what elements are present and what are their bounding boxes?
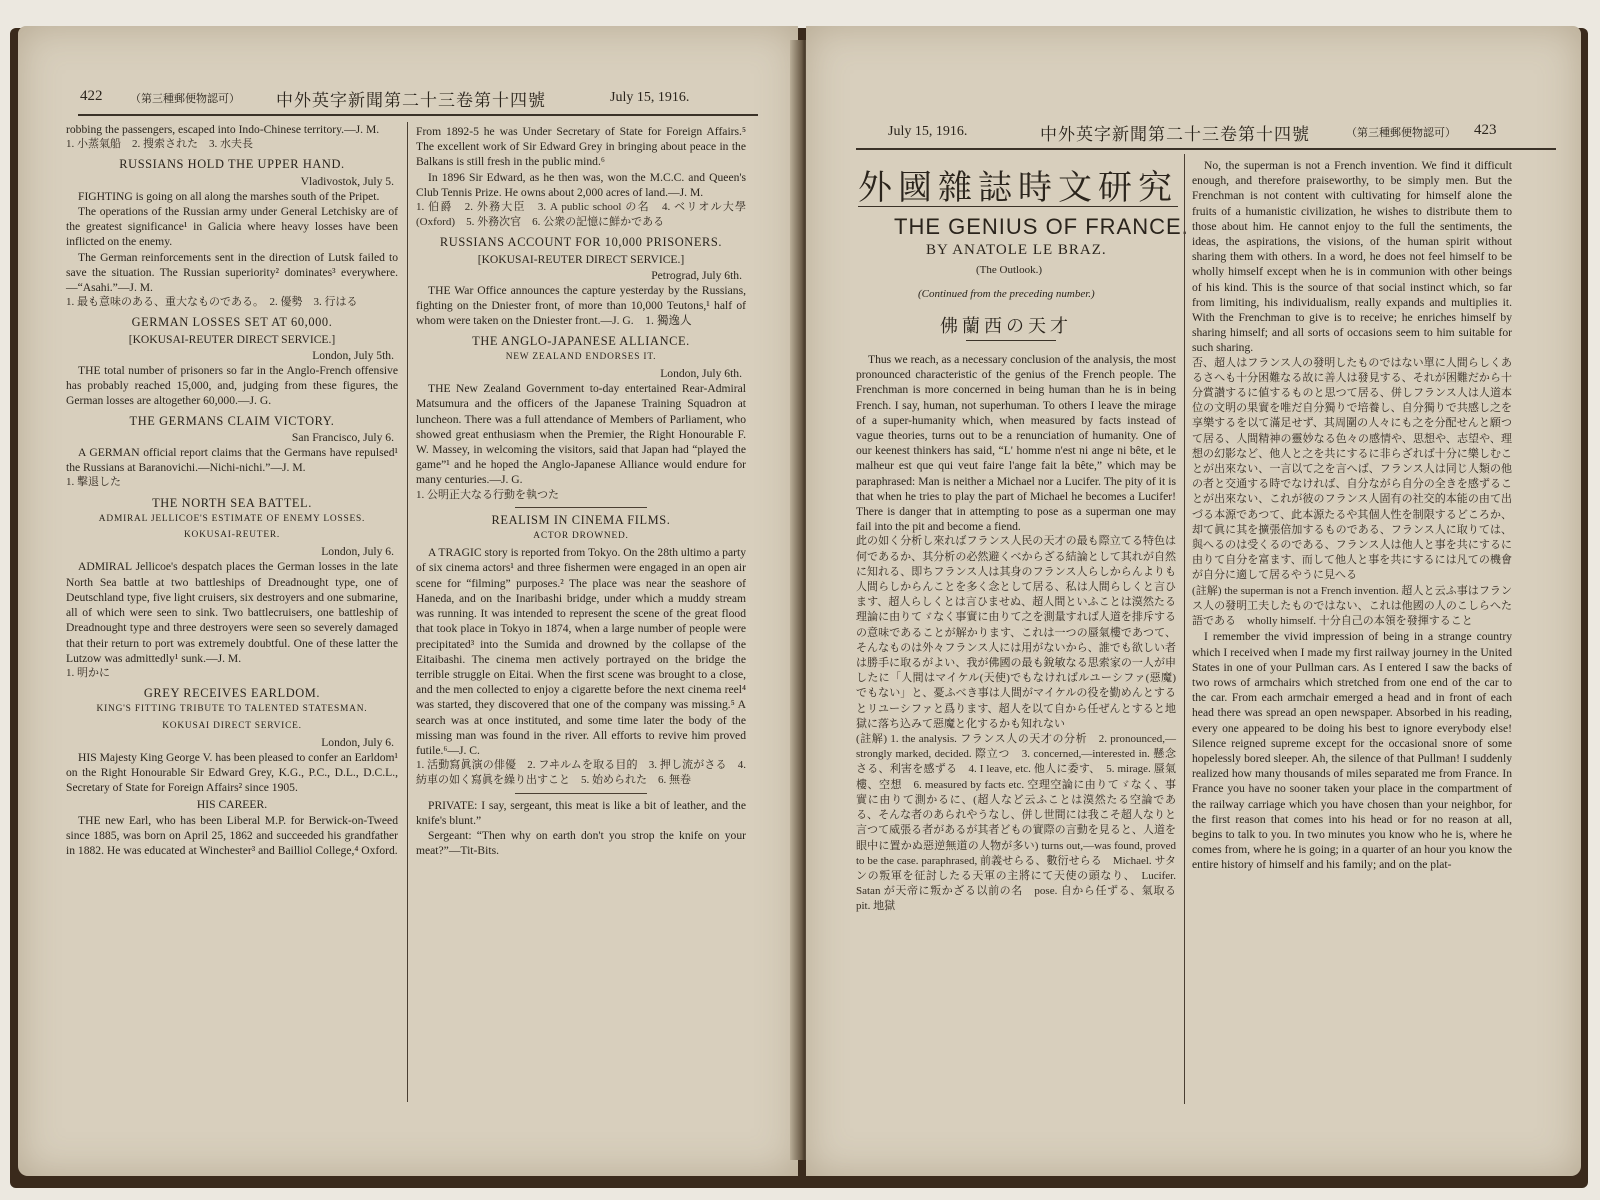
japanese-notes: 1. 公明正大なる行動を執つた — [416, 488, 559, 501]
postal-license-left: （第三種郵便物認可） — [130, 93, 240, 105]
right-column-2 — [1192, 158, 1512, 1108]
paragraph: THE total number of prisoners so far in the Anglo-French offensive has probably reached 15,000, and, judging from these figures, the German losses are altogether 60,000.—J. G. — [66, 364, 398, 408]
article-headline: RUSSIANS ACCOUNT FOR 10,000 PRISONERS. — [439, 235, 723, 250]
section-title: 外國雜誌時文研究 — [858, 170, 1178, 207]
japanese-notes: 否、超人はフランス人の發明したものではない單に人間らしくあるさへも十分困難なる故に善人は發見する、それが困難だから十分賞讃するに値するものと思つて居る、併しフランス人は人道本位の文明の果實を唯だ自分獨りで培養し、自分獨りで共感し之を享樂するを以て滿足せず、其周圍の人々にも之を分配せんと願つて居る、人間精神の靈妙なる色々の感情や、思想や、志望や、理想の幻影など、他人と之を共にするに非らざれば十分に樂しむことが出來ない、一言以て之を言へば、フランス人は同じ人類の他の者と交通する時でなければ、自分ながら自分の全きを感ずることが出來ない、これが彼のフランス人固有の社交的本能の由て出づる本源であつて、此本源たるや其個人性を制限するどころか、却て眞に其を擴張倍加するものである、フランス人に取りては、與へるのは受くるのである、フランス人は他人と事を共にするに由りて自分を富ます、而して他人と事を共にするには凡ての機會が自分に適して居るやうに見へる — [1192, 356, 1512, 582]
dateline: San Francisco, July 6. — [291, 430, 394, 444]
journal-title-left: 中外英字新聞第二十三卷第十四號 — [276, 91, 546, 110]
dateline: London, July 6. — [321, 545, 394, 559]
article-subheading: KOKUSAI DIRECT SERVICE. — [162, 720, 302, 731]
japanese-notes: 1. 伯爵 2. 外務大臣 3. A public school の名 4. ベリオル大學 (Oxford) 5. 外務次官 6. 公衆の記憶に鮮かである — [416, 201, 746, 229]
title-rule — [858, 206, 1178, 207]
article-subheading: NEW ZEALAND ENDORSES IT. — [505, 351, 657, 362]
postal-license-right: （第三種郵便物認可） — [1346, 127, 1456, 139]
japanese-notes: (註解) 1. the analysis. フランス人の天才の分析 2. pronounced,—strongly marked, decided. 際立つ 3. concerned,—interested in. 懸念さる、利害を感ずる 4. I leave, etc. 他人に委す、 5. mirage. 蜃氣樓、空想 6. measured by facts etc. 空理空論に由りてゞなく、事實に由りて測かるに、(超人など云ふことは漠然たる空論である、そんな者のあられやうなし、併し世間には我こそ超人なりと言つて威張る者があるが其者どもの實際の言動を見ると、人道を眼中に置かぬ惡逆無道の人物が多い) turns out,—was found, proved to be the case. paraphrased, 前義せらる、數衍せらる Michael. サタンの叛軍を征討したる天軍の主將にて天使の頭なり、 Lucifer. Satan が天帝に叛かざる以前の名 pose. 自から任ずる、氣取る pit. 地獄 — [856, 733, 1187, 913]
japanese-notes: (註解) the superman is not a French invention. 超人と云ふ事はフランス人の發明工夫したものではない、これは他國の人のこしらへた語である wholly himself. 十分自己の本領を發揮すること — [1192, 584, 1512, 628]
article-title: THE GENIUS OF FRANCE. — [894, 214, 1189, 239]
continued-note: (Continued from the preceding number.) — [918, 288, 1095, 300]
article-subheading: ACTOR DROWNED. — [533, 531, 629, 542]
dateline: London, July 5th. — [312, 348, 394, 362]
article-headline: REALISM IN CINEMA FILMS. — [491, 512, 671, 527]
paragraph: THE New Zealand Government to-day entertained Rear-Admiral Matsumura and the officers of the Japanese Training Squadron at luncheon. There was a full attendance of Members of Parliament, who showed great enthusiasm when the Premier, the Right Honourable F. W. Massey, in welcoming the visitors, said that Japan had “played the game”¹ and he hoped the Anglo-Japanese Alliance would endure for many centuries.—J. G. — [416, 382, 746, 487]
dateline: London, July 6th. — [660, 367, 742, 381]
japanese-notes: 1. 最も意味のある、重大なものである。 2. 優勢 3. 行はる — [66, 296, 358, 309]
column-divider-right — [1184, 154, 1185, 1104]
article-headline: THE GERMANS CLAIM VICTORY. — [129, 413, 335, 428]
article-headline: GERMAN LOSSES SET AT 60,000. — [131, 315, 333, 330]
japanese-notes: 1. 擊退した — [66, 476, 121, 489]
article-author: BY ANATOLE LE BRAZ. — [926, 242, 1107, 258]
japanese-notes: 1. 活動寫眞演の俳優 2. フヰルムを取る目的 3. 押し流がさる 4. 紡車の如く寫眞を繰り出すこと 5. 始められた 6. 無卷 — [416, 759, 746, 787]
paragraph: The operations of the Russian army under General Letchisky are of the greatest significance¹ in Galicia where heavy losses have been inflicted on the enemy. — [66, 205, 398, 249]
article-source: (The Outlook.) — [976, 264, 1042, 276]
right-page — [806, 26, 1581, 1176]
paragraph: From 1892-5 he was Under Secretary of State for Foreign Affairs.⁵ The excellent work of Sir Edward Grey in bringing about peace in the Balkans is still fresh in the public mind.⁶ — [416, 125, 746, 169]
header-rule-right — [856, 148, 1556, 150]
article-headline: RUSSIANS HOLD THE UPPER HAND. — [119, 157, 345, 172]
paragraph: robbing the passengers, escaped into Indo-Chinese territory.—J. M. — [66, 123, 380, 136]
column-divider-left — [407, 122, 408, 1102]
paragraph: No, the superman is not a French invention. We find it difficult enough, and therefore praiseworthy, to be simply men. But the Frenchman is not content with cultivating for himself alone the fruits of a humanistic civilization, he wishes to distribute them to those about him. He cannot enjoy to the full the sentiments, the ideas, the aspirations, the visions, of the human spirit without sharing them with others. In a word, he does not feel himself to be wholly himself except when he is in communion with other beings of his kind. This is the source of that social instinct which, so far from limiting, his individualism, really expands and multiplies it. With the Frenchman to give is to receive; he enriches himself by sharing himself; and all sorts of occasions seem to him suitable for such sharing. — [1192, 159, 1512, 355]
left-column-2 — [416, 124, 746, 1109]
date-right: July 15, 1916. — [888, 124, 968, 139]
news-service-line: [KOKUSAI-REUTER DIRECT SERVICE.] — [477, 252, 685, 266]
paragraph: A TRAGIC story is reported from Tokyo. On the 28th ultimo a party of six cinema actors¹ and three fishermen were engaged in an open air scene for “filming” purposes.² The place was near the seashore of Haneda, and on the Inaribashi bridge, under which a muddy stream was running. It was intended to represent the scene of the great flood that took place in Tokyo in 1874, when a large number of people were precipitated³ into the Sumida and drowned by the collapse of the Eitaibashi. The cinema men actively portrayed on the bridge the terrible struggle on Eitai. When the first scene was brought to a close, and the men collected to enjoy a cigarette before the next cinema reel⁴ was started, they discovered that one of the company was missing.⁵ A search was at once instituted, and some time later the body of the missing man was found in the river. All efforts to revive him proved futile.⁶—J. C. — [416, 546, 746, 757]
page-number-right: 423 — [1474, 122, 1497, 138]
paragraph: THE War Office announces the capture yesterday by the Russians, fighting on the Dniester front, of more than 10,000 Teutons,¹ half of whom were taken on the Dniester front.—J. G. 1. 獨逸人 — [416, 284, 746, 328]
header-rule-left — [78, 114, 758, 116]
subtitle-rule — [966, 340, 1056, 341]
left-page — [18, 26, 798, 1176]
article-subheading: KING'S FITTING TRIBUTE TO TALENTED STATESMAN. — [96, 704, 368, 715]
separator-rule — [515, 507, 647, 508]
separator-rule — [515, 793, 647, 794]
news-service-line: [KOKUSAI-REUTER DIRECT SERVICE.] — [128, 332, 336, 346]
article-headline: THE NORTH SEA BATTEL. — [152, 495, 312, 510]
dateline: London, July 6. — [321, 735, 394, 749]
dateline: Petrograd, July 6th. — [651, 268, 742, 282]
paragraph: The German reinforcements sent in the direction of Lutsk failed to save the situation. The Russian superiority² dominates³ everywhere.—“Asahi.”—J. M. — [66, 250, 398, 295]
paragraph: I remember the vivid impression of being in a strange country which I received when I made my first railway journey in the United States in one of your Pullman cars. As I entered I saw the backs of two rows of armchairs which stretched from one end of the car to the car. From each armchair emerged a head and in front of each head there was spread an open newspaper. Absorbed in his reading, every one appeared to be doing his best to ignore everybody else! Silence reigned supreme except for the occasional snore of some hopelessly bored sleeper. Ah, the silence of that Pullman! I suddenly realized how many thousands of miles separated me from France. In France you have no sooner taken your place in the compartment of the railway carriage which you have chosen than your neighbor, for the first reason that comes into his head or for no reason at all, begins to talk to you. In two minutes you know who he is, where he comes from, where he is going; in a quarter of an hour you know the entire history of himself and his family; and on the plat- — [1192, 630, 1512, 872]
paragraph: Thus we reach, as a necessary conclusion of the analysis, the most pronounced characteristic of the genius of the French people. The Frenchman is more concerned in being human than he is in being French. I say, human, not superhuman. To others I leave the mirage of a super-humanity which, when measured by facts instead of vague theories, turns out to be a renunciation of humanity. One of our keenest thinkers has said, “L' homme n'est ni ange ni bête, et le malheur est que qui veut faire l'ange fait la bête,” which may be paraphrased: Man is neither a Michael nor a Lucifer. The pity of it is that when he tries to play the part of Michael he becomes a Lucifer! There is danger that in attempting to pose as a superman one may fail into the pit and become a fiend. — [856, 353, 1176, 534]
journal-title-right: 中外英字新聞第二十三卷第十四號 — [1040, 125, 1310, 144]
right-column-1 — [856, 352, 1187, 1112]
article-subheading: KOKUSAI-REUTER. — [183, 530, 281, 541]
page-number-left: 422 — [80, 88, 103, 104]
paragraph: FIGHTING is going on all along the marshes south of the Pripet. — [78, 189, 380, 203]
article-subheading: ADMIRAL JELLICOE'S ESTIMATE OF ENEMY LOSSES. — [98, 513, 366, 524]
japanese-notes: 1. 明かに — [66, 666, 110, 679]
dateline: Vladivostok, July 5. — [300, 174, 394, 188]
japanese-notes: 1. 小蒸氣船 2. 搜索された 3. 水夫長 — [66, 138, 253, 151]
left-column-1 — [66, 122, 398, 1112]
paragraph: THE new Earl, who has been Liberal M.P. for Berwick-on-Tweed since 1885, was born on April 25, 1862 and succeeded his grandfather in 1882. He was educated at Winchester³ and Bailliol College,⁴ Oxford. — [66, 813, 398, 858]
date-left: July 15, 1916. — [610, 90, 690, 105]
paragraph: A GERMAN official report claims that the Germans have repulsed¹ the Russians at Baranovichi.—Nichi-nichi.”—J. M. — [66, 446, 398, 475]
paragraph: HIS Majesty King George V. has been pleased to confer an Earldom¹ on the Right Honourable Sir Edward Grey, K.G., P.C., D.L., D.C.L., Secretary of State for Foreign Affairs² since 1905. — [66, 750, 398, 795]
japanese-notes: 此の如く分析し來ればフランス人民の天才の最も際立てる特色は何であるか、其分析の必然避くべからざる結論として其れが自然に知れる、即ちフランス人は其身のフランス人らしからんよりも人間らしからんことを多く念として居る、私は人間らしくと言ひます、超人らしくとは言ひませぬ、超人間といふことは漠然たる理論に由りてゞなく事實に由りて之を測量すれば人道を排斥するの意味であることが解かります、これは一つの蜃氣樓であつて、そんなものは外々フランス人には用がないから、誰でも欲しい者は勝手に取るがよい、我が佛國の最も銳敏なる思索家の一人が申したに「人間はマイケル(天使)でもなければルユーシファ(惡魔)でもない」と、憂ふべき事は人間がマイケルの役を勤めんとするとリユーシファと爲ります、超人を以て自から任ぜんとすると地獄に落ち込みて惡魔と化するかも知れない — [856, 535, 1176, 730]
article-headline: GREY RECEIVES EARLDOM. — [143, 686, 321, 701]
article-headline: THE ANGLO-JAPANESE ALLIANCE. — [472, 333, 690, 348]
paragraph: Sergeant: “Then why on earth don't you strop the knife on your meat?”—Tit-Bits. — [416, 828, 746, 858]
paragraph: In 1896 Sir Edward, as he then was, won the M.C.C. and Queen's Club Tennis Prize. He owns about 2,000 acres of land.—J. M. — [416, 170, 746, 199]
news-service-line: HIS CAREER. — [196, 797, 268, 811]
paragraph: ADMIRAL Jellicoe's despatch places the German losses in the late North Sea battle at two battleships of Dreadnought type, one of Deutschland type, five light cruisers, six destroyers and one submarine, all of which were seen to sink. Two battlecruisers, one battleship of Dreadnought type and three destroyers were seen so severely damaged that their return to port was extremely doubtful. One of these latter the Lutzow was admittedly¹ sunk.—J. M. — [66, 560, 398, 665]
japanese-article-title: 佛蘭西の天才 — [940, 316, 1072, 336]
paragraph: PRIVATE: I say, sergeant, this meat is like a bit of leather, and the knife's blunt.” — [416, 798, 746, 827]
